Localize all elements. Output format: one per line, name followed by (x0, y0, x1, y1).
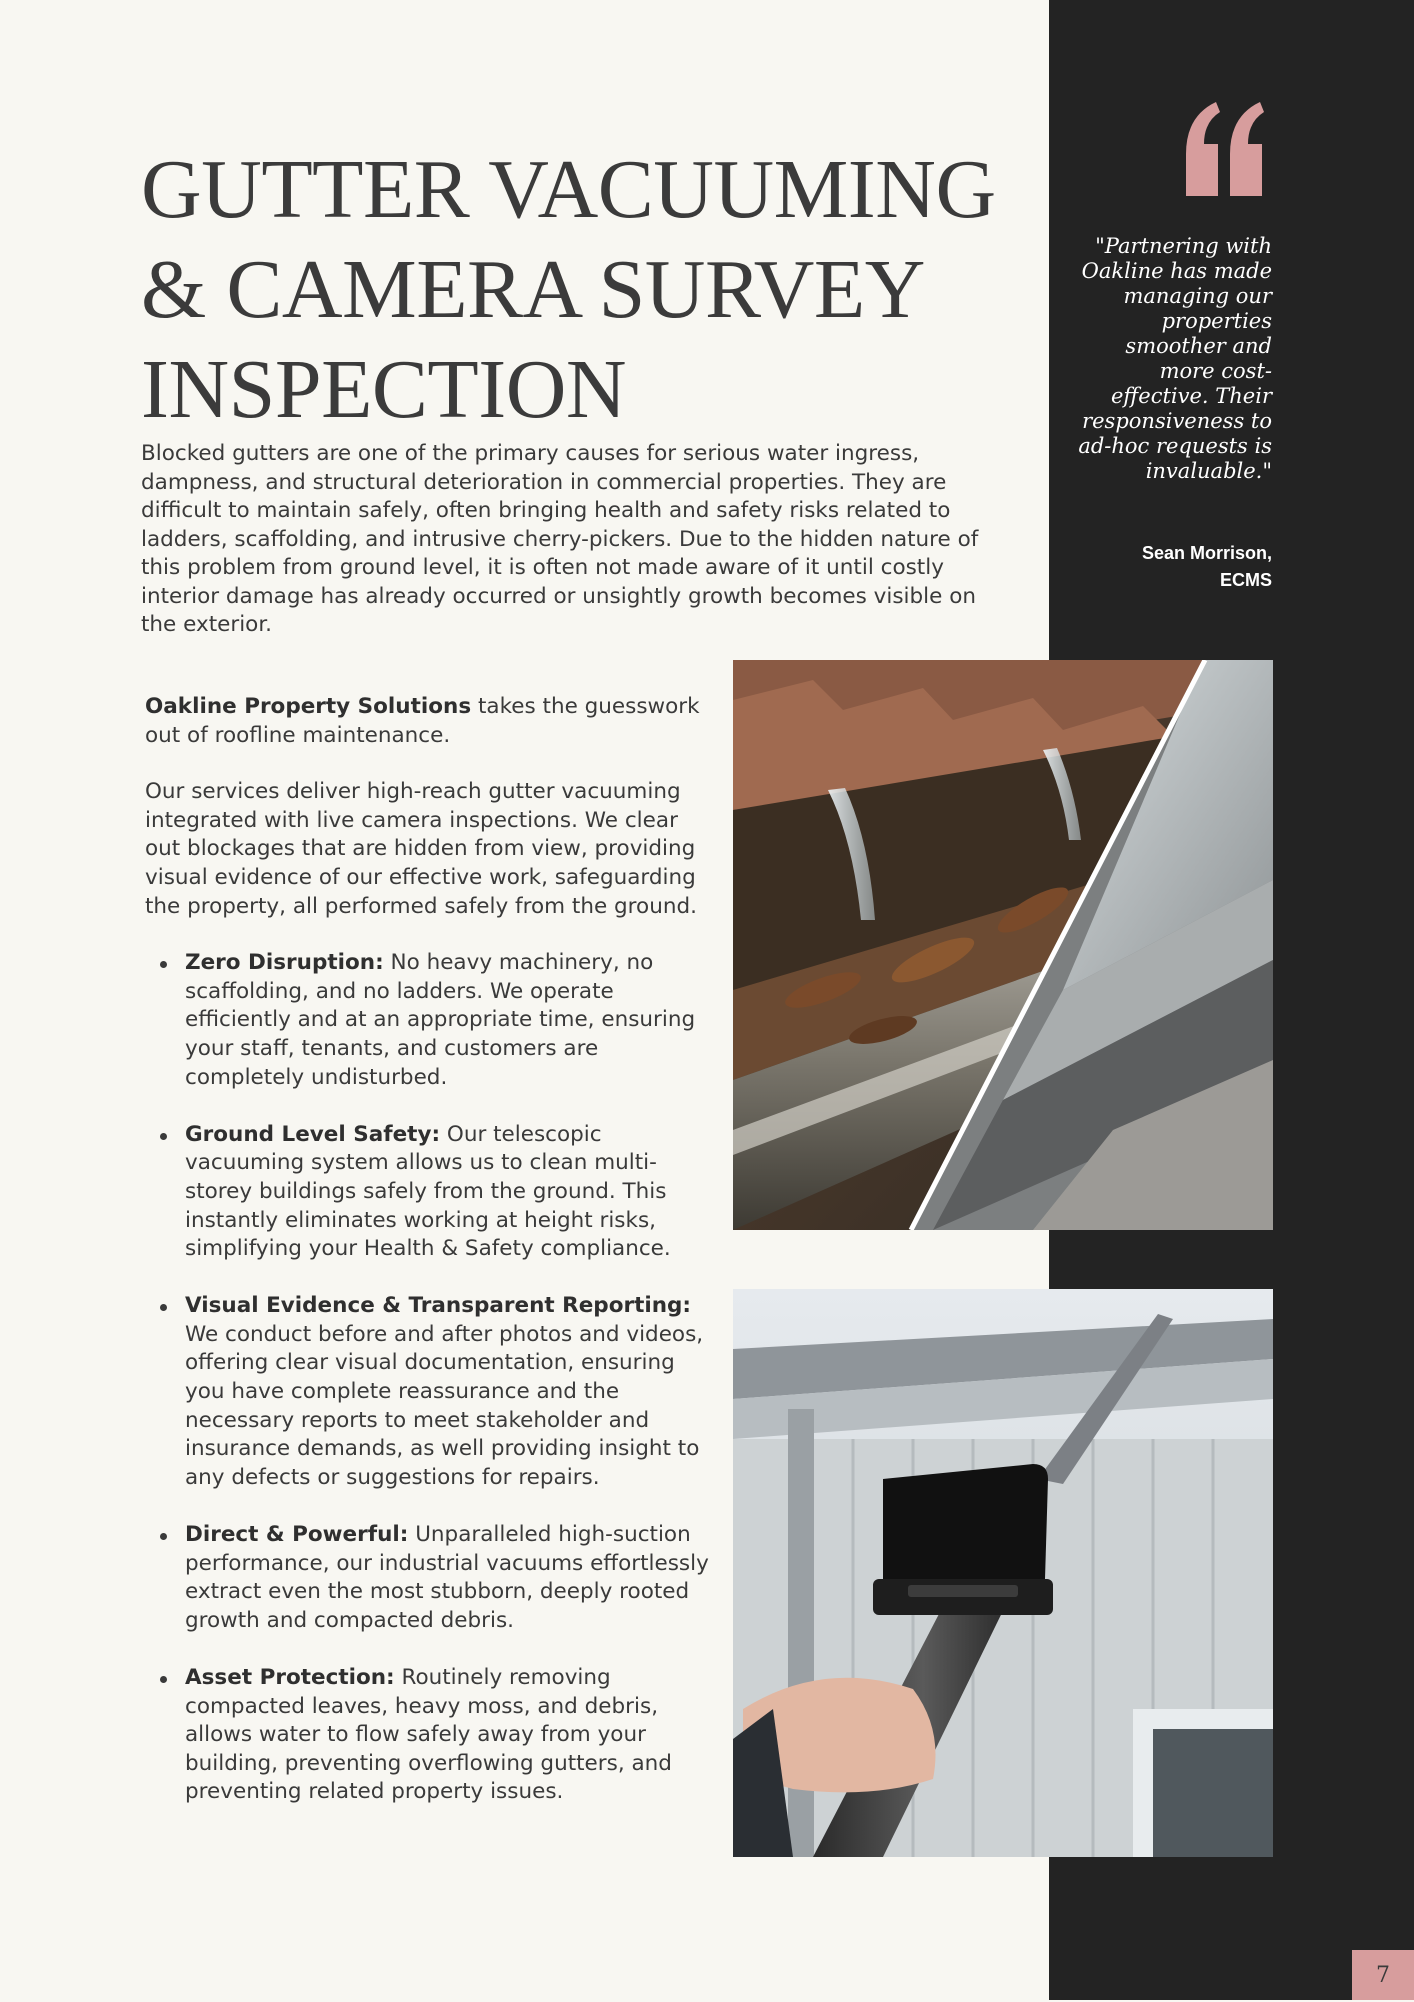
feature-item-direct-powerful (185, 1521, 715, 1635)
feature-text: Routinely removing compacted leaves, heavy moss, and debris, allows water to flow safely away from your building, preventing overflowing gutters, and preventing related property issues. (185, 1665, 672, 1805)
feature-text: No heavy machinery, no scaffolding, and no ladders. We operate efficiently and at an appropriate time, ensuring your staff, tenants, and customers are completely undisturbed. (185, 950, 696, 1090)
testimonial-author: Sean Morrison, ECMS (1141, 543, 1272, 590)
services-paragraph: Our services deliver high-reach gutter vacuuming integrated with live camera inspections. We clear out blockages that are hidden from view, providing visual evidence of our effective work, safeguarding the property, all performed safely from the ground. (145, 779, 697, 919)
intro-paragraph: Blocked gutters are one of the primary causes for serious water ingress, dampness, and structural deterioration in commercial properties. They are difficult to maintain safely, often bringing health and safety risks related to ladders, scaffolding, and intrusive cherry-pickers. Due to the hidden nature of this problem from ground level, it is often not made aware of it until costly interior damage has already occurred or unsightly growth becomes visible on the exterior. (141, 441, 979, 637)
page-number: 7 (1352, 1950, 1414, 2000)
testimonial-quote: "Partnering with Oakline has made managing our properties smoother and more cost- effective. Their responsiveness to ad-hoc requests is invaluable." (1078, 234, 1272, 483)
feature-text: Unparalleled high-suction performance, our industrial vacuums effortlessly extract even the most stubborn, deeply rooted growth and compacted debris. (185, 1522, 709, 1633)
feature-heading: Asset Protection: (185, 1665, 395, 1690)
company-intro (145, 693, 715, 750)
feature-heading: Ground Level Safety: (185, 1121, 441, 1147)
feature-text: Our telescopic vacuuming system allows us to clean multi-storey buildings safely from the ground. This instantly eliminates working at height risks, simplifying your Health & Safety compliance. (185, 1121, 671, 1262)
feature-item-zero-disruption (185, 949, 715, 1092)
feature-item-asset-protection (185, 1664, 715, 1807)
gutter-before-after-photo (733, 660, 1273, 1230)
feature-text: We conduct before and after photos and videos, offering clear visual documentation, ensuring you have complete reassurance and the necessary reports to meet stakeholder and insurance demands, as well providing insight to any defects or suggestions for repairs. (185, 1321, 704, 1490)
feature-item-visual-evidence (185, 1292, 715, 1492)
feature-heading: Direct & Powerful: (185, 1522, 409, 1548)
feature-heading: Visual Evidence & Transparent Reporting: (185, 1293, 692, 1319)
feature-item-ground-level-safety (185, 1121, 715, 1264)
company-tagline: takes the guesswork out of roofline maintenance. (145, 694, 700, 748)
page-title: GUTTER VACUUMING & CAMERA SURVEY INSPECTION (141, 143, 996, 436)
quotation-mark-icon (1180, 96, 1270, 206)
services-content (145, 693, 715, 1836)
feature-heading: Zero Disruption: (185, 950, 384, 976)
features-list (145, 949, 715, 1807)
inspection-camera-photo (733, 1289, 1273, 1857)
company-name: Oakline Property Solutions (145, 694, 472, 719)
